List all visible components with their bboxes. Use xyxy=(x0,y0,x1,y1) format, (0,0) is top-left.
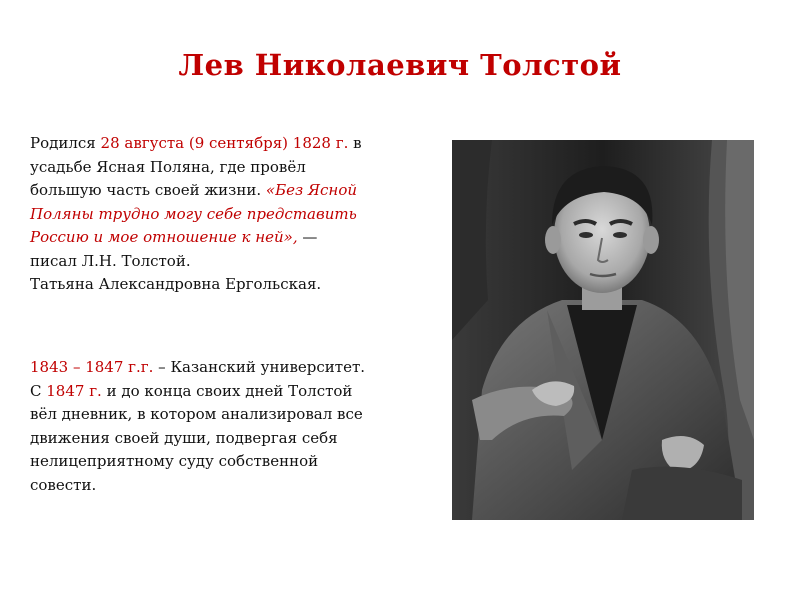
univ-line-2 xyxy=(30,380,430,404)
university-years: 1843 – 1847 г.г. xyxy=(30,358,154,376)
diary-prefix: С xyxy=(30,381,47,400)
diary-year: 1847 г. xyxy=(46,381,102,400)
bio-line-3 xyxy=(30,179,430,203)
quote-part-1: «Без Ясной xyxy=(265,181,358,199)
univ-line-5: нелицеприятному суду собственной xyxy=(30,452,319,470)
bio-line-2: усадьбе Ясная Поляна, где провёл xyxy=(30,157,306,176)
quote-part-2: Поляны трудно могу себе представить xyxy=(30,204,357,223)
univ-line-1 xyxy=(30,356,430,380)
person-name: Татьяна Александровна Ергольская. xyxy=(30,275,322,293)
portrait-photo xyxy=(452,140,754,520)
quote-part-3: Россию и мое отношение к ней», xyxy=(30,228,298,246)
quote-attribution: писал Л.Н. Толстой. xyxy=(30,251,191,270)
birth-date: 28 августа (9 сентября) 1828 г. xyxy=(100,134,349,152)
univ-line-6: совести. xyxy=(30,475,97,494)
quote-dash: — xyxy=(297,228,318,246)
university-paragraph xyxy=(30,356,430,497)
bio-born-suffix: в xyxy=(348,134,362,152)
bio-life-text: большую часть своей жизни. xyxy=(30,181,266,199)
slide-title: Лев Николаевич Толстой xyxy=(178,48,622,82)
biography-paragraph xyxy=(30,132,430,297)
university-text: – Казанский университет. xyxy=(153,358,366,376)
portrait-illustration xyxy=(452,140,754,520)
bio-born-text: Родился xyxy=(30,134,101,152)
diary-text: и до конца своих дней Толстой xyxy=(101,381,353,400)
univ-line-4: движения своей души, подвергая себя xyxy=(30,428,338,447)
bio-line-5 xyxy=(30,226,430,250)
univ-line-3: вёл дневник, в котором анализировал все xyxy=(30,405,363,423)
bio-line-1 xyxy=(30,132,430,156)
